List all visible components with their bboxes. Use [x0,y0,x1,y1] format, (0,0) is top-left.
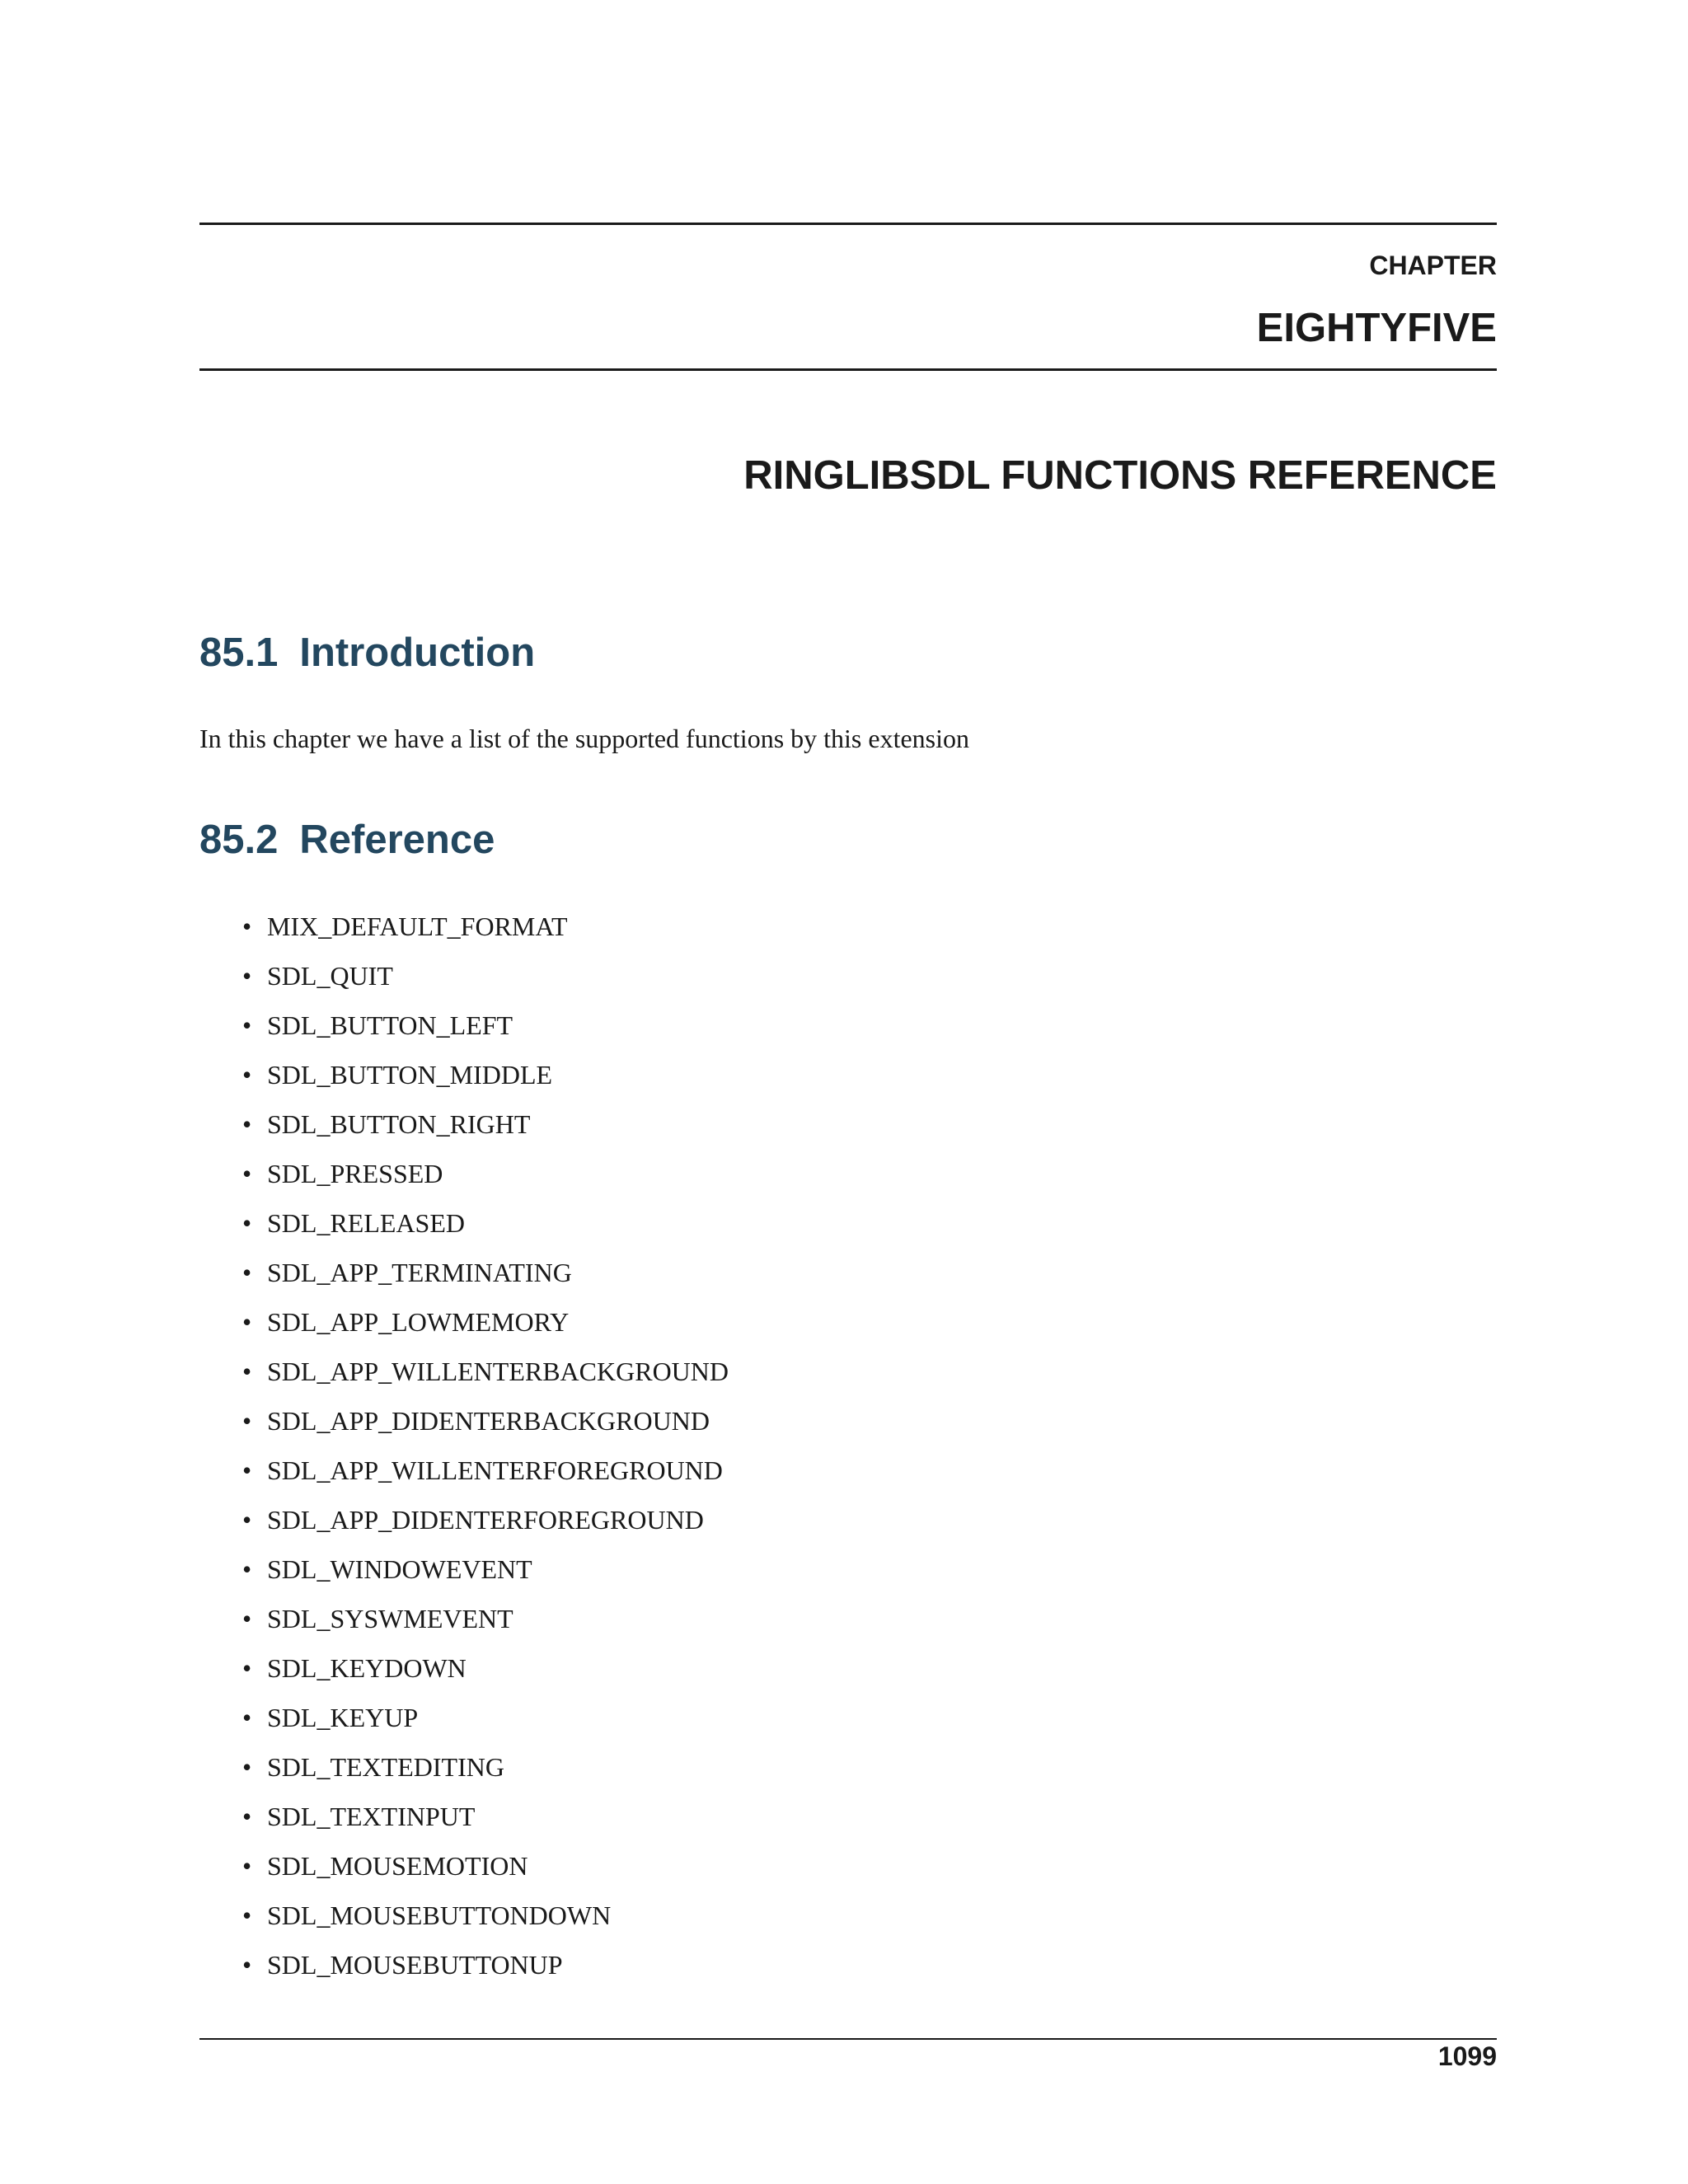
list-item: • SDL_APP_WILLENTERBACKGROUND [199,1355,729,1404]
section-number: 85.2 [199,818,279,862]
intro-paragraph: In this chapter we have a list of the supported functions by this extension [199,724,970,753]
chapter-top-rule [199,223,1497,225]
section-heading-introduction [199,628,535,677]
chapter-bottom-rule [199,368,1497,371]
list-item: • MIX_DEFAULT_FORMAT [199,910,729,959]
section-title: Introduction [299,630,536,675]
section-title: Reference [299,818,495,862]
list-item: • SDL_MOUSEBUTTONUP [199,1948,729,1998]
list-item: • SDL_KEYUP [199,1701,729,1750]
list-item: • SDL_KEYDOWN [199,1652,729,1701]
list-item: • SDL_APP_LOWMEMORY [199,1305,729,1355]
list-item: • SDL_APP_WILLENTERFOREGROUND [199,1454,729,1503]
chapter-number: EIGHTYFIVE [1256,306,1497,350]
list-item: • SDL_BUTTON_MIDDLE [199,1058,729,1108]
list-item: • SDL_MOUSEBUTTONDOWN [199,1899,729,1948]
chapter-title: RINGLIBSDL FUNCTIONS REFERENCE [743,453,1497,498]
section-number: 85.1 [199,630,279,675]
list-item: • SDL_WINDOWEVENT [199,1553,729,1602]
list-item: • SDL_BUTTON_LEFT [199,1009,729,1058]
footer-rule [199,2038,1497,2040]
list-item: • SDL_SYSWMEVENT [199,1602,729,1652]
list-item: • SDL_BUTTON_RIGHT [199,1108,729,1157]
page-number: 1099 [1437,2041,1497,2071]
reference-list [199,910,729,1998]
list-item: • SDL_RELEASED [199,1207,729,1256]
list-item: • SDL_QUIT [199,959,729,1009]
list-item: • SDL_APP_DIDENTERBACKGROUND [199,1404,729,1454]
list-item: • SDL_PRESSED [199,1157,729,1207]
chapter-label: CHAPTER [1369,251,1497,280]
list-item: • SDL_MOUSEMOTION [199,1849,729,1899]
list-item: • SDL_APP_TERMINATING [199,1256,729,1305]
list-item: • SDL_TEXTINPUT [199,1800,729,1849]
section-heading-reference [199,815,495,865]
list-item: • SDL_TEXTEDITING [199,1750,729,1800]
list-item: • SDL_APP_DIDENTERFOREGROUND [199,1503,729,1553]
